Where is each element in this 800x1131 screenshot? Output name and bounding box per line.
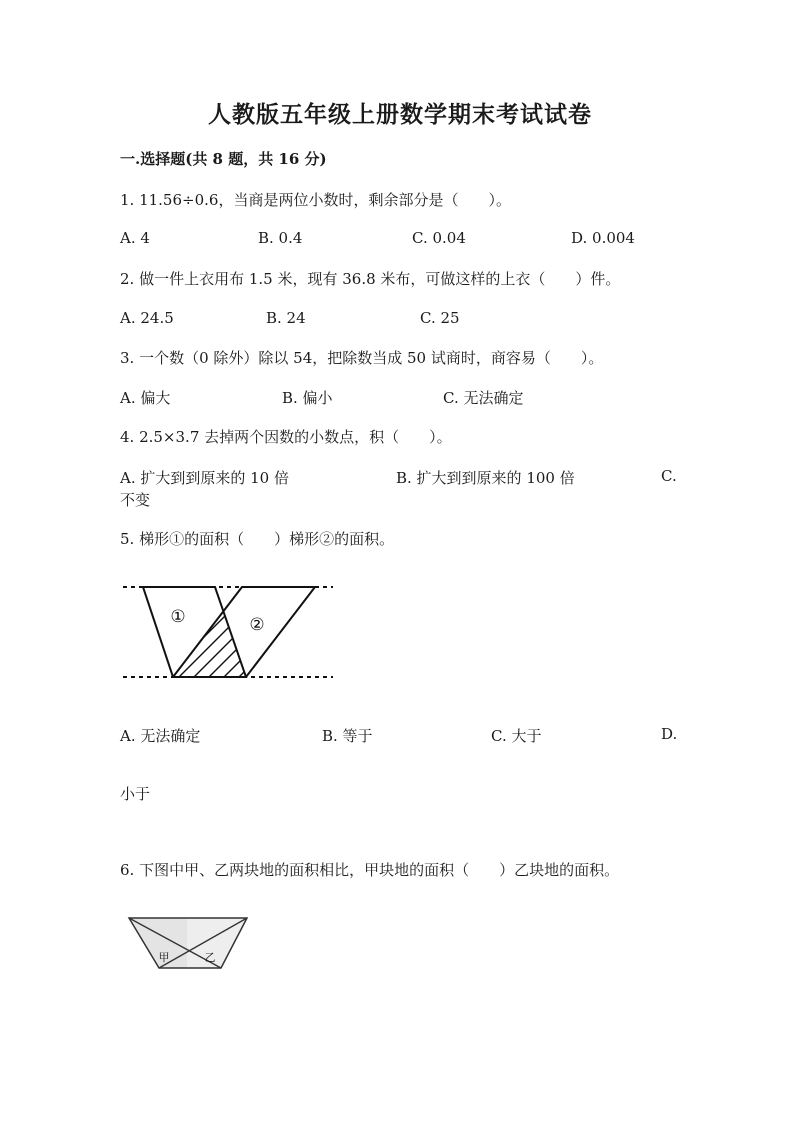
q5-option-a[interactable]: A. 无法确定	[120, 727, 201, 745]
q2-option-b[interactable]: B. 24	[266, 309, 306, 327]
q5-option-d-text[interactable]: 小于	[120, 785, 151, 803]
question-2: 2. 做一件上衣用布 1.5 米，现有 36.8 米布，可做这样的上衣（ ）件。	[120, 270, 621, 288]
trapezoid-2	[173, 587, 315, 677]
page-title: 人教版五年级上册数学期末考试试卷	[208, 101, 592, 128]
q4-option-b[interactable]: B. 扩大到到原来的 100 倍	[396, 469, 575, 487]
q3-option-c[interactable]: C. 无法确定	[443, 389, 524, 407]
q5-option-c[interactable]: C. 大于	[491, 727, 542, 745]
q1-option-a[interactable]: A. 4	[120, 229, 150, 247]
question-5: 5. 梯形①的面积（ ）梯形②的面积。	[120, 530, 395, 548]
q1-option-d[interactable]: D. 0.004	[571, 229, 635, 247]
question-6: 6. 下图中甲、乙两块地的面积相比，甲块地的面积（ ）乙块地的面积。	[120, 861, 620, 879]
question-4: 4. 2.5×3.7 去掉两个因数的小数点，积（ ）。	[120, 428, 452, 446]
q4-option-c-label[interactable]: C.	[661, 467, 677, 485]
section-heading: 一.选择题(共 8 题，共 16 分)	[120, 150, 327, 168]
plot-jia-label: 甲	[158, 951, 170, 964]
q2-option-c[interactable]: C. 25	[420, 309, 460, 327]
plot-yi	[187, 918, 247, 968]
trapezoid-1-label: ①	[170, 607, 186, 627]
q2-option-a[interactable]: A. 24.5	[120, 309, 174, 327]
plot-yi-label: 乙	[204, 951, 216, 964]
q5-option-d-label[interactable]: D.	[661, 725, 678, 743]
q1-option-c[interactable]: C. 0.04	[412, 229, 466, 247]
question-1: 1. 11.56÷0.6，当商是两位小数时，剩余部分是（ ）。	[120, 191, 511, 209]
q1-option-b[interactable]: B. 0.4	[258, 229, 303, 247]
trapezoid-2-label: ②	[249, 615, 265, 635]
trapezoid-figure	[118, 578, 338, 684]
question-3: 3. 一个数（0 除外）除以 54，把除数当成 50 试商时，商容易（ ）。	[120, 349, 604, 367]
q3-option-b[interactable]: B. 偏小	[282, 389, 333, 407]
q3-option-a[interactable]: A. 偏大	[120, 389, 171, 407]
q5-option-b[interactable]: B. 等于	[322, 727, 373, 745]
q4-option-a[interactable]: A. 扩大到到原来的 10 倍	[120, 469, 289, 487]
q4-option-c-text[interactable]: 不变	[120, 491, 151, 509]
land-plots-figure	[123, 912, 253, 978]
